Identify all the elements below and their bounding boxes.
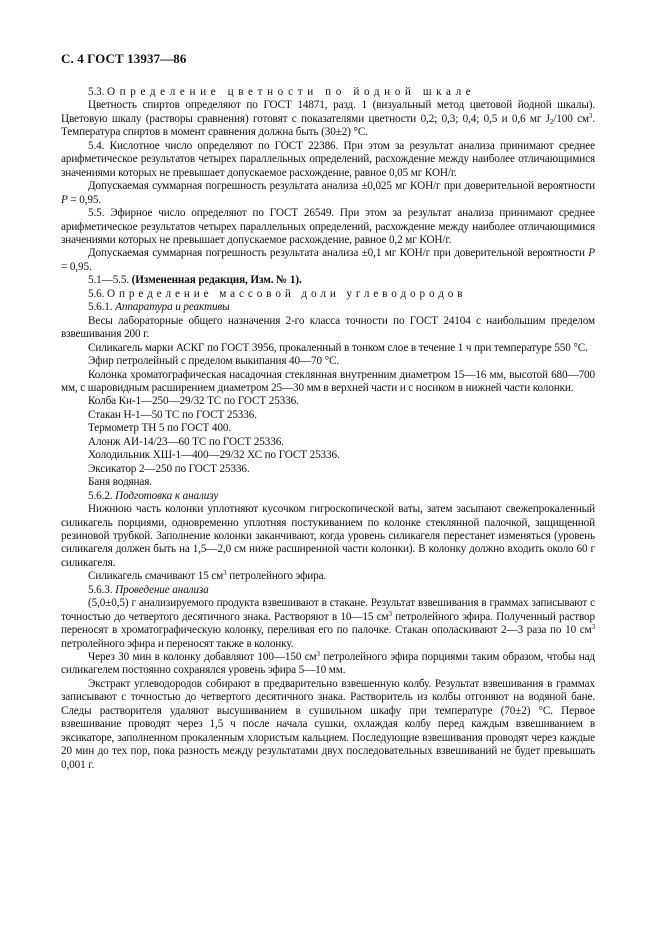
- equipment-item: Колба Кн-1—250—29/32 ТС по ГОСТ 25336.: [88, 395, 299, 408]
- section-title: Определение цветности по йодной шкале: [107, 86, 476, 98]
- equipment-item: Баня водяная.: [88, 476, 152, 489]
- equipment-item: Алонж АИ-14/23—60 ТС по ГОСТ 25336.: [88, 435, 284, 448]
- equipment-item: Силикагель марки АСКГ по ГОСТ 3956, прокаленный в тонком слое в течение 1 ч при температуре 550 °С.: [88, 341, 588, 354]
- section-5-5-paragraph: 5.5. Эфирное число определяют по ГОСТ 26549. При этом за результат анализа принимают среднее арифметическое результатов четырех параллельных определений, расхождение между наиболее отличающимися значениями которых не превышает допускаемое расхождение, равное 0,2 мг КОН/г.: [61, 207, 595, 246]
- section-number: 5.3.: [88, 86, 105, 98]
- document-body: [61, 86, 595, 772]
- equipment-item: Весы лабораторные общего назначения 2-го класса точности по ГОСТ 24104 с наибольшим пределом взвешивания 200 г.: [61, 314, 595, 341]
- section-title: Определение массовой доли углеводородов: [107, 287, 467, 300]
- section-5-3-heading: [61, 86, 595, 99]
- subsection-5-6-3-heading: 5.6.3. Проведение анализа: [88, 583, 209, 596]
- analysis-paragraph: Экстракт углеводородов собирают в предварительно взвешенную колбу. Результат взвешивания в граммах записывают с точностью до четвертого десятичного знака. Растворитель из колбы отгоняют на водяной бане. Следы растворителя удаляют высушиванием в сушильном шкафу при температуре (70±2) °С. Первое взвешивание проводят через 1,5 ч после начала сушки, охлаждая колбу перед каждым взвешиванием в эксикаторе, заполненном прокаленным хлористым кальцием. Последующие взвешивания проводят через каждые 20 мин до тех пор, пока разность между результатами двух последовательных взвешиваний не будет превышать 0,001 г.: [61, 677, 595, 771]
- preparation-paragraph: Силикагель смачивают 15 $см^3$ петролейного эфира.: [88, 569, 327, 583]
- page-header: С. 4 ГОСТ 13937—86: [61, 51, 187, 66]
- preparation-paragraph: Нижнюю часть колонки уплотняют кусочком гигроскопической ваты, затем засыпают свежепрокаленный силикагель порциями, одновременно уплотняя постукиванием по колонке стеклянной палочкой, защищенной резиновой трубкой. Заполнение колонки заканчивают, когда уровень силикагеля перестанет изменяться (уровень силикагеля должен быть на 1,5—2,0 см ниже расширенной части колонки). В колонку должно входить около 60 г силикагеля.: [61, 503, 595, 569]
- equipment-item: Колонка хроматографическая насадочная стеклянная внутренним диаметром 15—16 мм, высотой 680—700 мм, с шаровидным расширением диаметром 25—30 мм в верхней части и с носиком в нижней части колонки.: [61, 368, 595, 394]
- amendment-note: 5.1—5.5. (Измененная редакция, Изм. № 1).: [88, 274, 302, 287]
- equipment-item: Эксикатор 2—250 по ГОСТ 25336.: [88, 462, 250, 475]
- subsection-5-6-1-heading: 5.6.1. Аппаратура и реактивы: [88, 301, 230, 314]
- equipment-item: Холодильник ХШ-1—400—29/32 ХС по ГОСТ 25336.: [88, 449, 340, 462]
- equipment-item: Термометр ТН 5 по ГОСТ 400.: [88, 422, 232, 435]
- section-5-5-tolerance: Допускаемая суммарная погрешность результата анализа ±0,1 мг КОН/г при доверительной вероятности P = 0,95.: [61, 247, 595, 273]
- section-5-4-paragraph: 5.4. Кислотное число определяют по ГОСТ 22386. При этом за результат анализа принимают среднее арифметическое результатов четырех параллельных определений, расхождение между наиболее отличающимися значениями которых не превышает допускаемое расхождение, равное 0,05 мг КОН/г.: [61, 139, 595, 179]
- section-number: 5.6.: [88, 287, 105, 300]
- section-5-4-tolerance: Допускаемая суммарная погрешность результата анализа ±0,025 мг КОН/г при доверительной вероятности P = 0,95.: [61, 180, 595, 206]
- section-5-6-heading: [61, 288, 595, 301]
- section-5-3-paragraph: Цветность спиртов определяют по ГОСТ 14871, разд. 1 (визуальный метод цветовой йодной шкалы). Цветовую шкалу (растворы сравнения) готовят с показателями цветности 0,2; 0,3; 0,4; 0,5 и 0,6 мг $J_2/100$ $см^3$. Температура спиртов в момент сравнения должна быть (30±2) °С.: [61, 99, 595, 139]
- subsection-5-6-2-heading: 5.6.2. Подготовка к анализу: [88, 489, 219, 502]
- analysis-paragraph: (5,0±0,5) г анализируемого продукта взвешивают в стакане. Результат взвешивания в граммах записывают с точностью до четвертого десятичного знака. Растворяют в 10—15 $см^3$ петролейного эфира. Полученный раствор переносят в хроматографическую колонку, переливая его по палочке. Стакан ополаскивают 2—3 раза по 10 $см^3$ петролейного эфира и переносят также в колонку.: [61, 597, 595, 650]
- equipment-item: Стакан Н-1—50 ТС по ГОСТ 25336.: [88, 408, 257, 421]
- equipment-item: Эфир петролейный с пределом выкипания 40—70 °С.: [88, 355, 340, 368]
- analysis-paragraph: Через 30 мин в колонку добавляют 100—150 $см^3$ петролейного эфира порциями таким образом, чтобы над силикагелем постоянно сохранялся уровень эфира 5—10 мм.: [61, 650, 595, 677]
